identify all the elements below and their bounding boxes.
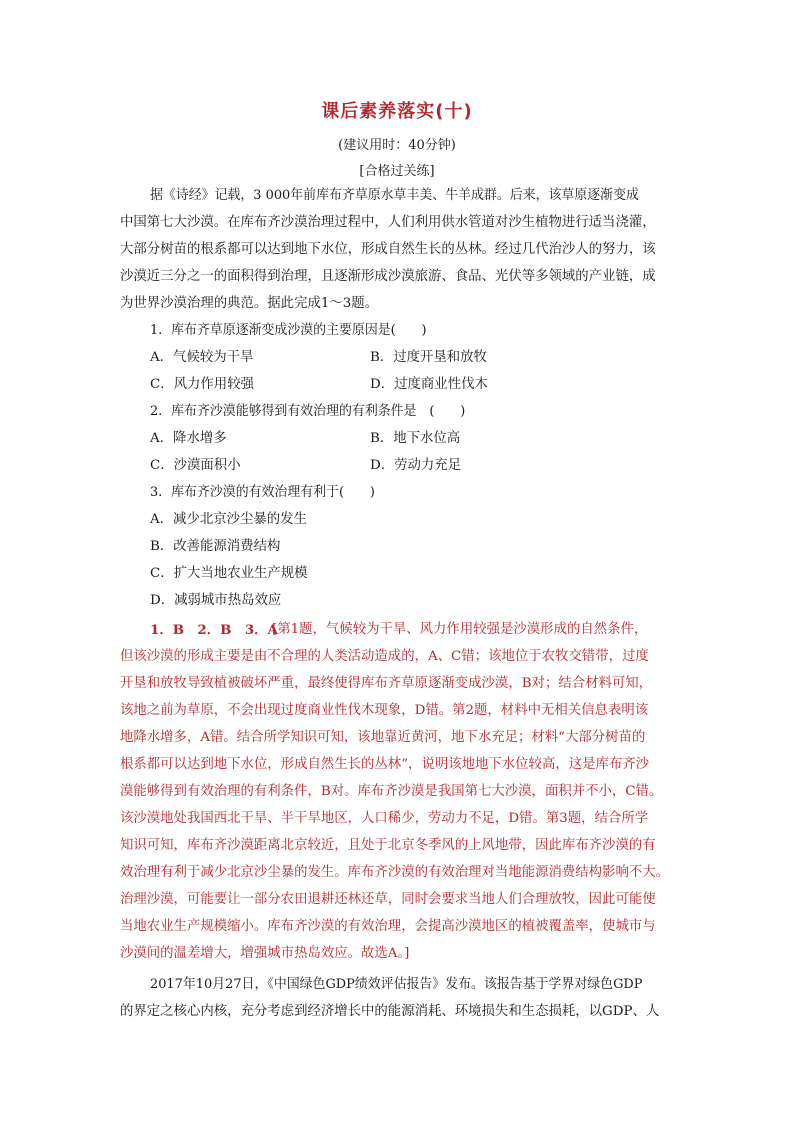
answer-line: 漠能够得到有效治理的有利条件，B对。库布齐沙漠是我国第七大沙漠，面积并不小，C错。 bbox=[120, 784, 663, 799]
answer-line: 治理沙漠，可能要让一部分农田退耕还林还草，同时会要求当地人们合理放牧，因此可能使 bbox=[120, 892, 656, 907]
option: D．过度商业性伐木 bbox=[370, 377, 488, 392]
answer-line: 但该沙漠的形成主要是由不合理的人类活动造成的，A、C错；该地位于农牧交错带，过度 bbox=[120, 649, 649, 664]
option: C．沙漠面积小 bbox=[150, 458, 241, 473]
answer-line: 开垦和放牧导致植被破坏严重，最终使得库布齐草原逐渐变成沙漠，B对；结合材料可知， bbox=[120, 676, 653, 691]
option: B．地下水位高 bbox=[370, 431, 461, 446]
option: A．减少北京沙尘暴的发生 bbox=[150, 512, 307, 527]
question-stem: 2．库布齐沙漠能够得到有效治理的有利条件是 ( ) bbox=[150, 404, 466, 419]
option: B．改善能源消费结构 bbox=[150, 539, 281, 554]
passage-line: 2017年10月27日，《中国绿色GDP绩效评估报告》发布。该报告基于学界对绿色GDP bbox=[150, 977, 643, 992]
option: D．减弱城市热岛效应 bbox=[150, 593, 282, 608]
section-label: [合格过关练] bbox=[359, 164, 435, 179]
answer-line: 地降水增多，A错。结合所学知识可知，该地靠近黄河，地下水充足；材料“大部分树苗的 bbox=[120, 730, 646, 745]
page-title: 课后素养落实(十) bbox=[321, 101, 473, 122]
option: A．气候较为干旱 bbox=[150, 350, 254, 365]
answer-line: 知识可知，库布齐沙漠距离北京较近，且处于北京冬季风的上风地带，因此库布齐沙漠的有 bbox=[120, 838, 656, 853]
passage-line: 为世界沙漠治理的典范。据此完成1～3题。 bbox=[120, 296, 379, 311]
answer-keys: 1．B 2．B 3．A bbox=[150, 622, 278, 638]
question-stem: 1．库布齐草原逐渐变成沙漠的主要原因是( ) bbox=[150, 323, 427, 338]
passage-line: 的界定之核心内核，充分考虑到经济增长中的能源消耗、环境损失和生态损耗，以GDP、人 bbox=[120, 1004, 660, 1019]
answer-line: 沙漠间的温差增大，增强城市热岛效应。故选A。] bbox=[120, 946, 410, 961]
answer-line: 该地之前为草原，不会出现过度商业性伐木现象，D错。第2题，材料中无相关信息表明该 bbox=[120, 703, 649, 718]
option: D．劳动力充足 bbox=[370, 458, 462, 473]
option: C．扩大当地农业生产规模 bbox=[150, 566, 308, 581]
option: B．过度开垦和放牧 bbox=[370, 350, 487, 365]
passage-line: 大部分树苗的根系都可以达到地下水位，形成自然生长的丛林。经过几代治沙人的努力，该 bbox=[120, 242, 656, 257]
answer-line: 当地农业生产规模缩小。库布齐沙漠的有效治理，会提高沙漠地区的植被覆盖率，使城市与 bbox=[120, 919, 656, 934]
passage-line: 据《诗经》记载，3 000年前库布齐草原水草丰美、牛羊成群。后来，该草原逐渐变成 bbox=[150, 188, 639, 203]
time-hint: (建议用时：40分钟) bbox=[338, 138, 456, 153]
passage-line: 沙漠近三分之一的面积得到治理，且逐渐形成沙漠旅游、食品、光伏等多领域的产业链，成 bbox=[120, 269, 656, 284]
question-stem: 3．库布齐沙漠的有效治理有利于( ) bbox=[150, 485, 375, 500]
answer-line: 效治理有利于减少北京沙尘暴的发生。库布齐沙漠的有效治理对当地能源消费结构影响不大。 bbox=[120, 865, 670, 880]
option: A．降水增多 bbox=[150, 431, 227, 446]
answer-line: [第1题，气候较为干旱、风力作用较强是沙漠形成的自然条件， bbox=[272, 622, 648, 637]
passage-line: 中国第七大沙漠。在库布齐沙漠治理过程中，人们利用供水管道对沙生植物进行适当浇灌， bbox=[120, 215, 656, 230]
option: C．风力作用较强 bbox=[150, 377, 254, 392]
answer-line: 该沙漠地处我国西北干旱、半干旱地区，人口稀少，劳动力不足，D错。第3题，结合所学 bbox=[120, 811, 649, 826]
answer-line: 根系都可以达到地下水位，形成自然生长的丛林”，说明该地地下水位较高，这是库布齐沙 bbox=[120, 757, 650, 772]
